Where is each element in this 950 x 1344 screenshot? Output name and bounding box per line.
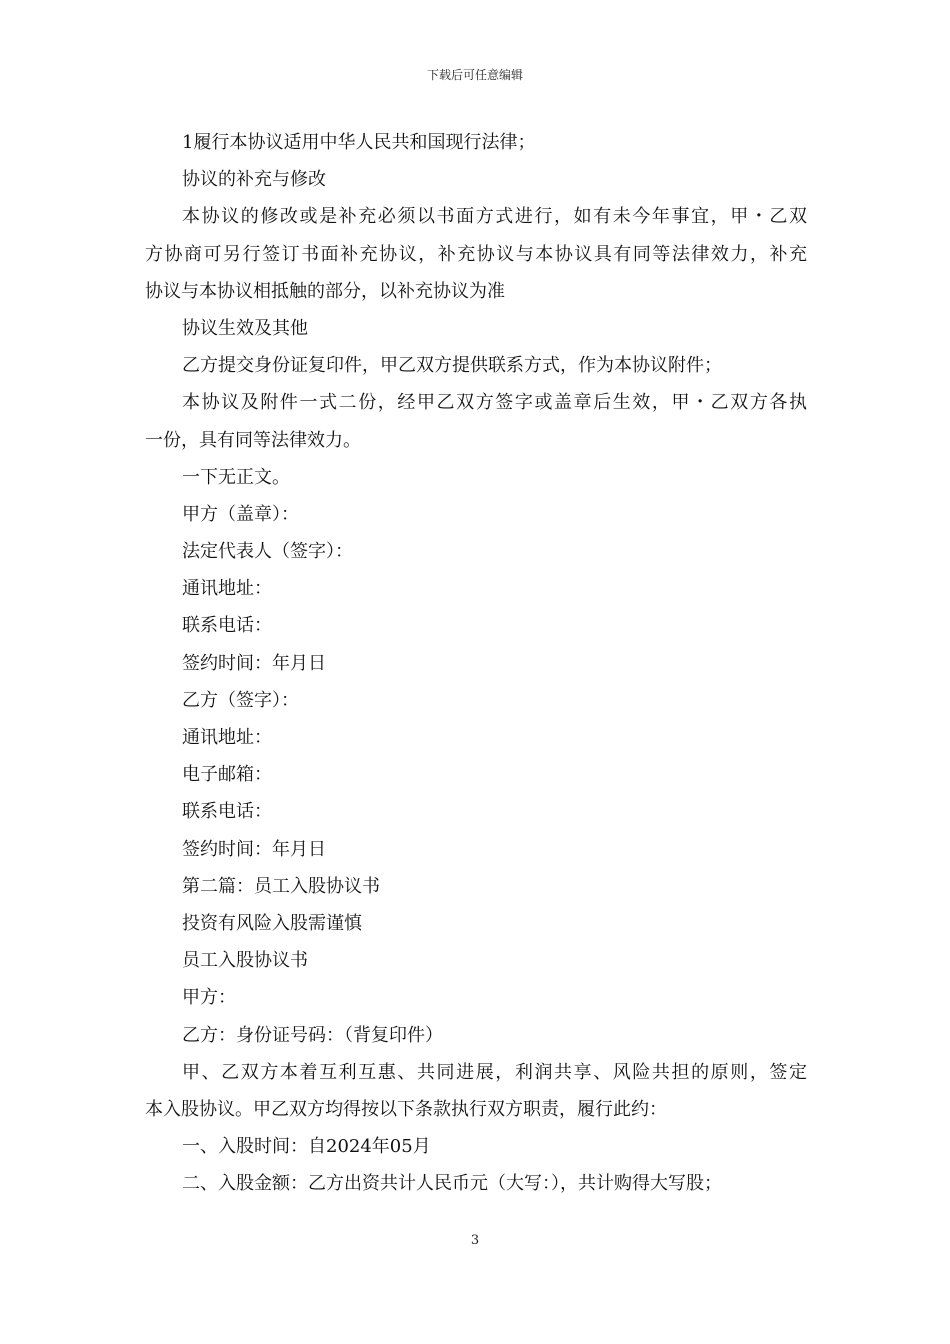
paragraph-line: 本入股协议。甲乙双方均得按以下条款执行双方职责，履行此约： — [145, 1098, 667, 1120]
section-heading: 第二篇：员工入股协议书 — [182, 875, 380, 897]
paragraph-line: 投资有风险入股需谨慎 — [182, 912, 362, 934]
signature-field-label: 联系电话： — [182, 615, 272, 637]
signature-field-label: 签约时间：年月日 — [182, 838, 326, 860]
document-title: 员工入股协议书 — [182, 950, 308, 972]
signature-field-label: 电子邮箱： — [182, 764, 272, 786]
paragraph-line: 方协商可另行签订书面补充协议，补充协议与本协议具有同等法律效力，补充 — [145, 243, 807, 265]
paragraph-line: 一份，具有同等法律效力。 — [145, 429, 361, 451]
signature-field-label: 甲方（盖章）： — [182, 503, 299, 525]
signature-field-label: 通讯地址： — [182, 727, 272, 748]
signature-field-label: 乙方（签字）： — [182, 689, 299, 711]
clause-line: 二、入股金额：乙方出资共计人民币元（大写：），共计购得大写股； — [182, 1173, 722, 1195]
paragraph-line: 一下无正文。 — [182, 466, 290, 488]
paragraph-line: 协议与本协议相抵触的部分，以补充协议为准 — [145, 280, 505, 302]
signature-field-label: 签约时间：年月日 — [182, 652, 326, 674]
party-label: 乙方：身份证号码：（背复印件） — [182, 1024, 443, 1046]
clause-line: 一、入股时间：自2024年05月 — [182, 1136, 431, 1158]
paragraph-line: 乙方提交身份证复印件，甲乙双方提供联系方式，作为本协议附件； — [182, 355, 722, 377]
page-number: 3 — [470, 1233, 480, 1248]
paragraph-line: 甲、乙双方本着互利互惠、共同进展，利润共享、风险共担的原则，签定 — [182, 1061, 807, 1083]
page-header: 下载后可任意编辑 — [426, 68, 523, 82]
section-heading: 协议的补充与修改 — [182, 169, 326, 191]
section-heading: 协议生效及其他 — [182, 317, 308, 339]
paragraph-line: 1履行本协议适用中华人民共和国现行法律； — [182, 132, 536, 153]
paragraph-line: 本协议及附件一式二份，经甲乙双方签字或盖章后生效，甲・乙双方各执 — [182, 392, 807, 414]
signature-field-label: 通讯地址： — [182, 578, 272, 600]
party-label: 甲方： — [182, 987, 236, 1009]
signature-field-label: 法定代表人（签字）： — [182, 541, 353, 563]
signature-field-label: 联系电话： — [182, 801, 272, 823]
paragraph-line: 本协议的修改或是补充必须以书面方式进行，如有未今年事宜，甲・乙双 — [182, 206, 807, 228]
document-body — [145, 124, 807, 1202]
